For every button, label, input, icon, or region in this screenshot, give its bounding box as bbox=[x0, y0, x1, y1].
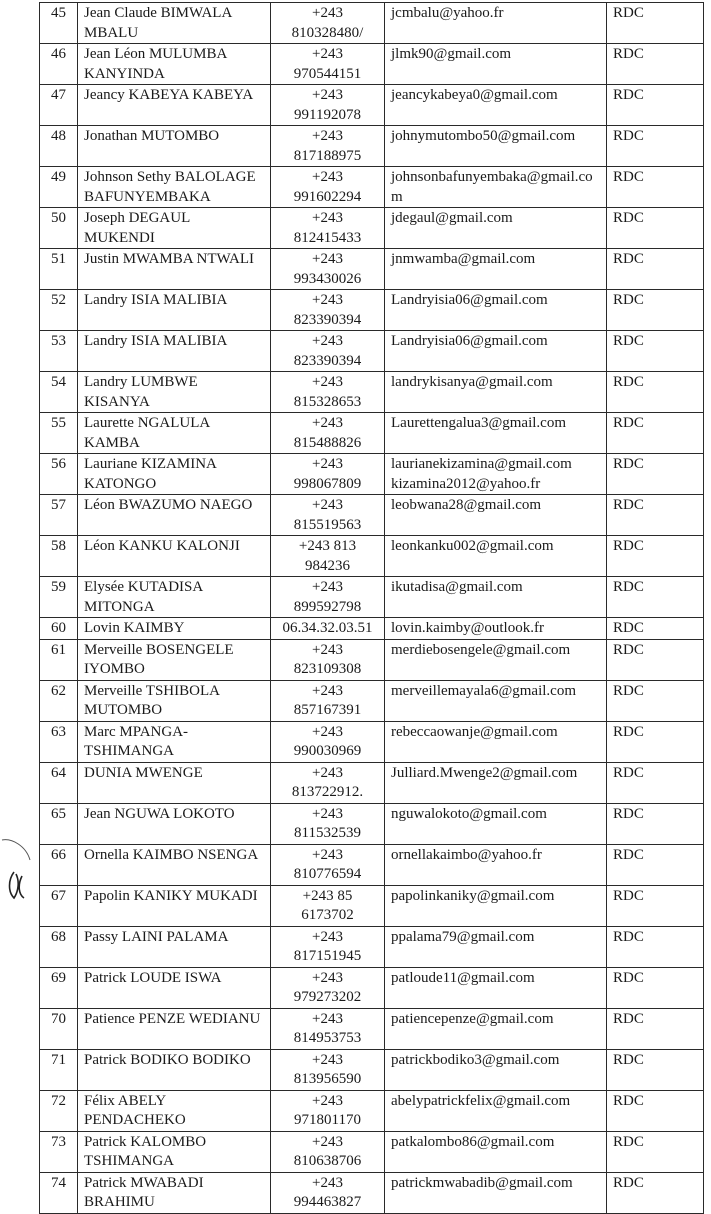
cell-phone: +243 815328653 bbox=[271, 372, 385, 413]
cell-num: 62 bbox=[40, 680, 78, 721]
cell-email: patkalombo86@gmail.com bbox=[385, 1131, 607, 1172]
cell-num: 54 bbox=[40, 372, 78, 413]
cell-country: RDC bbox=[607, 967, 704, 1008]
cell-name: Lovin KAIMBY bbox=[78, 618, 271, 640]
cell-email: landrykisanya@gmail.com bbox=[385, 372, 607, 413]
cell-email: Landryisia06@gmail.com bbox=[385, 331, 607, 372]
cell-num: 72 bbox=[40, 1090, 78, 1131]
cell-num: 66 bbox=[40, 844, 78, 885]
cell-country: RDC bbox=[607, 639, 704, 680]
cell-email: papolinkaniky@gmail.com bbox=[385, 885, 607, 926]
cell-num: 48 bbox=[40, 126, 78, 167]
handwritten-mark-icon bbox=[0, 832, 32, 902]
cell-num: 47 bbox=[40, 85, 78, 126]
cell-email: ikutadisa@gmail.com bbox=[385, 577, 607, 618]
cell-country: RDC bbox=[607, 844, 704, 885]
cell-num: 56 bbox=[40, 454, 78, 495]
cell-name: Landry LUMBWE KISANYA bbox=[78, 372, 271, 413]
cell-phone: +243 813956590 bbox=[271, 1049, 385, 1090]
cell-email: jeancykabeya0@gmail.com bbox=[385, 85, 607, 126]
cell-country: RDC bbox=[607, 1172, 704, 1213]
table-row bbox=[40, 721, 704, 762]
cell-email: Laurettengalua3@gmail.com bbox=[385, 413, 607, 454]
table-row bbox=[40, 331, 704, 372]
cell-name: Joseph DEGAUL MUKENDI bbox=[78, 208, 271, 249]
cell-phone: +243 817151945 bbox=[271, 926, 385, 967]
cell-phone: +243 899592798 bbox=[271, 577, 385, 618]
cell-email: patloude11@gmail.com bbox=[385, 967, 607, 1008]
table-row bbox=[40, 639, 704, 680]
cell-num: 68 bbox=[40, 926, 78, 967]
cell-name: Laurette NGALULA KAMBA bbox=[78, 413, 271, 454]
cell-name: Patrick LOUDE ISWA bbox=[78, 967, 271, 1008]
cell-country: RDC bbox=[607, 577, 704, 618]
cell-phone: +243 812415433 bbox=[271, 208, 385, 249]
cell-country: RDC bbox=[607, 85, 704, 126]
table-row bbox=[40, 413, 704, 454]
table-row bbox=[40, 372, 704, 413]
cell-name: Ornella KAIMBO NSENGA bbox=[78, 844, 271, 885]
cell-country: RDC bbox=[607, 331, 704, 372]
table-row bbox=[40, 1172, 704, 1213]
table-row bbox=[40, 1049, 704, 1090]
cell-email: merveillemayala6@gmail.com bbox=[385, 680, 607, 721]
cell-name: Léon KANKU KALONJI bbox=[78, 536, 271, 577]
cell-num: 74 bbox=[40, 1172, 78, 1213]
cell-name: Patrick MWABADI BRAHIMU bbox=[78, 1172, 271, 1213]
cell-phone: +243 815519563 bbox=[271, 495, 385, 536]
cell-country: RDC bbox=[607, 1008, 704, 1049]
cell-country: RDC bbox=[607, 413, 704, 454]
table-row bbox=[40, 3, 704, 44]
table-row bbox=[40, 290, 704, 331]
cell-email: patrickbodiko3@gmail.com bbox=[385, 1049, 607, 1090]
cell-email: nguwalokoto@gmail.com bbox=[385, 803, 607, 844]
cell-phone: 06.34.32.03.51 bbox=[271, 618, 385, 640]
table-row bbox=[40, 85, 704, 126]
cell-phone: +243 817188975 bbox=[271, 126, 385, 167]
table-row bbox=[40, 1008, 704, 1049]
cell-email: patiencepenze@gmail.com bbox=[385, 1008, 607, 1049]
cell-country: RDC bbox=[607, 3, 704, 44]
cell-name: Merveille TSHIBOLA MUTOMBO bbox=[78, 680, 271, 721]
cell-name: Merveille BOSENGELE IYOMBO bbox=[78, 639, 271, 680]
cell-name: Patrick BODIKO BODIKO bbox=[78, 1049, 271, 1090]
cell-country: RDC bbox=[607, 126, 704, 167]
cell-name: Landry ISIA MALIBIA bbox=[78, 331, 271, 372]
cell-phone: +243 823390394 bbox=[271, 331, 385, 372]
cell-country: RDC bbox=[607, 680, 704, 721]
cell-name: Landry ISIA MALIBIA bbox=[78, 290, 271, 331]
cell-country: RDC bbox=[607, 208, 704, 249]
cell-email: johnymutombo50@gmail.com bbox=[385, 126, 607, 167]
table-row bbox=[40, 208, 704, 249]
cell-email: jdegaul@gmail.com bbox=[385, 208, 607, 249]
cell-country: RDC bbox=[607, 495, 704, 536]
cell-phone: +243 857167391 bbox=[271, 680, 385, 721]
cell-phone: +243 815488826 bbox=[271, 413, 385, 454]
table-row bbox=[40, 762, 704, 803]
cell-email: abelypatrickfelix@gmail.com bbox=[385, 1090, 607, 1131]
cell-email: johnsonbafunyembaka@gmail.com bbox=[385, 167, 607, 208]
cell-phone: +243 979273202 bbox=[271, 967, 385, 1008]
cell-num: 51 bbox=[40, 249, 78, 290]
cell-num: 61 bbox=[40, 639, 78, 680]
cell-country: RDC bbox=[607, 885, 704, 926]
cell-num: 60 bbox=[40, 618, 78, 640]
cell-num: 52 bbox=[40, 290, 78, 331]
cell-name: DUNIA MWENGE bbox=[78, 762, 271, 803]
cell-email: patrickmwabadib@gmail.com bbox=[385, 1172, 607, 1213]
cell-email: laurianekizamina@gmail.com kizamina2012@yahoo.fr bbox=[385, 454, 607, 495]
cell-phone: +243 813722912. bbox=[271, 762, 385, 803]
table-row bbox=[40, 454, 704, 495]
cell-name: Marc MPANGA-TSHIMANGA bbox=[78, 721, 271, 762]
cell-phone: +243 813 984236 bbox=[271, 536, 385, 577]
cell-email: merdiebosengele@gmail.com bbox=[385, 639, 607, 680]
cell-name: Léon BWAZUMO NAEGO bbox=[78, 495, 271, 536]
cell-name: Jeancy KABEYA KABEYA bbox=[78, 85, 271, 126]
cell-country: RDC bbox=[607, 1049, 704, 1090]
cell-name: Elysée KUTADISA MITONGA bbox=[78, 577, 271, 618]
cell-name: Lauriane KIZAMINA KATONGO bbox=[78, 454, 271, 495]
cell-country: RDC bbox=[607, 926, 704, 967]
table-row bbox=[40, 249, 704, 290]
cell-country: RDC bbox=[607, 290, 704, 331]
table-row bbox=[40, 967, 704, 1008]
cell-phone: +243 971801170 bbox=[271, 1090, 385, 1131]
cell-num: 73 bbox=[40, 1131, 78, 1172]
cell-phone: +243 823390394 bbox=[271, 290, 385, 331]
participants-table-body bbox=[40, 3, 704, 1214]
cell-email: rebeccaowanje@gmail.com bbox=[385, 721, 607, 762]
cell-phone: +243 991602294 bbox=[271, 167, 385, 208]
cell-name: Passy LAINI PALAMA bbox=[78, 926, 271, 967]
cell-phone: +243 823109308 bbox=[271, 639, 385, 680]
table-row bbox=[40, 618, 704, 640]
cell-country: RDC bbox=[607, 44, 704, 85]
cell-num: 67 bbox=[40, 885, 78, 926]
cell-email: Landryisia06@gmail.com bbox=[385, 290, 607, 331]
cell-email: jlmk90@gmail.com bbox=[385, 44, 607, 85]
table-row bbox=[40, 885, 704, 926]
cell-name: Patrick KALOMBO TSHIMANGA bbox=[78, 1131, 271, 1172]
cell-country: RDC bbox=[607, 167, 704, 208]
cell-num: 71 bbox=[40, 1049, 78, 1090]
cell-phone: +243 810776594 bbox=[271, 844, 385, 885]
table-row bbox=[40, 577, 704, 618]
cell-name: Jean Léon MULUMBA KANYINDA bbox=[78, 44, 271, 85]
cell-email: jcmbalu@yahoo.fr bbox=[385, 3, 607, 44]
cell-country: RDC bbox=[607, 536, 704, 577]
cell-email: leonkanku002@gmail.com bbox=[385, 536, 607, 577]
cell-phone: +243 810638706 bbox=[271, 1131, 385, 1172]
cell-num: 50 bbox=[40, 208, 78, 249]
cell-phone: +243 991192078 bbox=[271, 85, 385, 126]
table-row bbox=[40, 536, 704, 577]
cell-name: Jean Claude BIMWALA MBALU bbox=[78, 3, 271, 44]
cell-num: 45 bbox=[40, 3, 78, 44]
table-row bbox=[40, 1131, 704, 1172]
cell-num: 70 bbox=[40, 1008, 78, 1049]
cell-email: ornellakaimbo@yahoo.fr bbox=[385, 844, 607, 885]
cell-num: 69 bbox=[40, 967, 78, 1008]
cell-phone: +243 990030969 bbox=[271, 721, 385, 762]
cell-name: Patience PENZE WEDIANU bbox=[78, 1008, 271, 1049]
cell-country: RDC bbox=[607, 454, 704, 495]
cell-num: 46 bbox=[40, 44, 78, 85]
cell-num: 57 bbox=[40, 495, 78, 536]
cell-phone: +243 811532539 bbox=[271, 803, 385, 844]
cell-email: ppalama79@gmail.com bbox=[385, 926, 607, 967]
cell-phone: +243 993430026 bbox=[271, 249, 385, 290]
cell-num: 59 bbox=[40, 577, 78, 618]
table-row bbox=[40, 126, 704, 167]
participants-table bbox=[39, 2, 704, 1214]
table-row bbox=[40, 680, 704, 721]
cell-country: RDC bbox=[607, 618, 704, 640]
cell-name: Jonathan MUTOMBO bbox=[78, 126, 271, 167]
cell-country: RDC bbox=[607, 721, 704, 762]
cell-email: Julliard.Mwenge2@gmail.com bbox=[385, 762, 607, 803]
cell-name: Félix ABELY PENDACHEKO bbox=[78, 1090, 271, 1131]
cell-name: Johnson Sethy BALOLAGE BAFUNYEMBAKA bbox=[78, 167, 271, 208]
cell-country: RDC bbox=[607, 762, 704, 803]
cell-name: Jean NGUWA LOKOTO bbox=[78, 803, 271, 844]
cell-phone: +243 814953753 bbox=[271, 1008, 385, 1049]
cell-num: 53 bbox=[40, 331, 78, 372]
cell-num: 63 bbox=[40, 721, 78, 762]
cell-country: RDC bbox=[607, 372, 704, 413]
table-row bbox=[40, 803, 704, 844]
cell-country: RDC bbox=[607, 1090, 704, 1131]
table-row bbox=[40, 1090, 704, 1131]
cell-num: 49 bbox=[40, 167, 78, 208]
cell-country: RDC bbox=[607, 803, 704, 844]
cell-email: leobwana28@gmail.com bbox=[385, 495, 607, 536]
cell-country: RDC bbox=[607, 1131, 704, 1172]
cell-country: RDC bbox=[607, 249, 704, 290]
table-row bbox=[40, 44, 704, 85]
table-row bbox=[40, 167, 704, 208]
cell-phone: +243 810328480/ bbox=[271, 3, 385, 44]
cell-email: lovin.kaimby@outlook.fr bbox=[385, 618, 607, 640]
table-row bbox=[40, 926, 704, 967]
table-row bbox=[40, 844, 704, 885]
cell-email: jnmwamba@gmail.com bbox=[385, 249, 607, 290]
cell-phone: +243 998067809 bbox=[271, 454, 385, 495]
cell-num: 64 bbox=[40, 762, 78, 803]
table-row bbox=[40, 495, 704, 536]
cell-num: 55 bbox=[40, 413, 78, 454]
cell-name: Justin MWAMBA NTWALI bbox=[78, 249, 271, 290]
cell-phone: +243 994463827 bbox=[271, 1172, 385, 1213]
cell-num: 58 bbox=[40, 536, 78, 577]
cell-phone: +243 85 6173702 bbox=[271, 885, 385, 926]
cell-name: Papolin KANIKY MUKADI bbox=[78, 885, 271, 926]
cell-num: 65 bbox=[40, 803, 78, 844]
cell-phone: +243 970544151 bbox=[271, 44, 385, 85]
